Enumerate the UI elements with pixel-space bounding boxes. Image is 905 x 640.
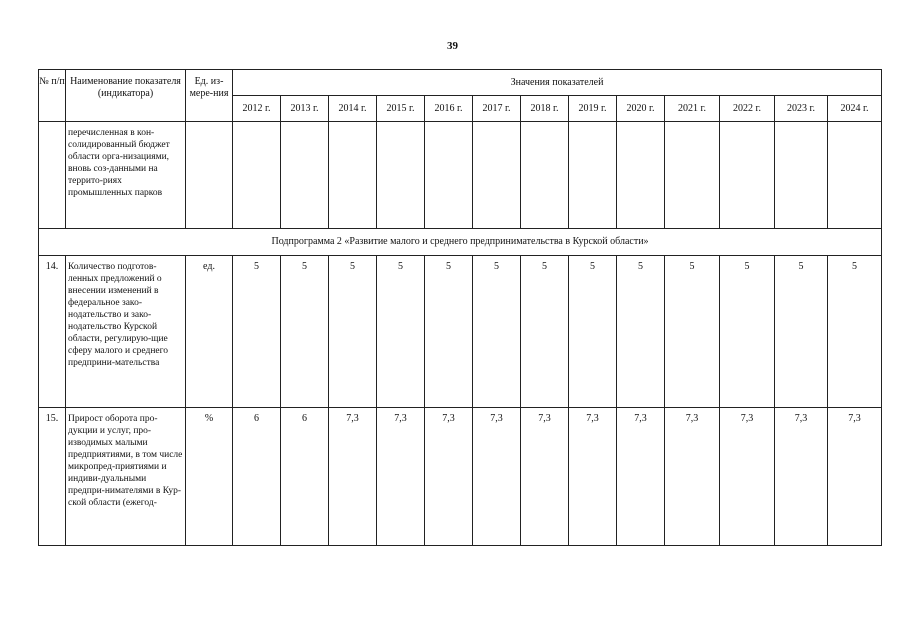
value-cell: [617, 122, 665, 229]
year-header: 2022 г.: [720, 96, 775, 122]
year-header: 2021 г.: [665, 96, 720, 122]
value-cell: [281, 122, 329, 229]
value-cell: 7,3: [473, 408, 521, 546]
year-header: 2014 г.: [329, 96, 377, 122]
value-cell: [425, 122, 473, 229]
indicator-unit: [186, 122, 233, 229]
indicator-unit: ед.: [186, 256, 233, 408]
value-cell: [775, 122, 828, 229]
row-number: [39, 122, 66, 229]
value-cell: [377, 122, 425, 229]
year-header: 2017 г.: [473, 96, 521, 122]
value-cell: [665, 122, 720, 229]
year-header: 2020 г.: [617, 96, 665, 122]
indicators-table: [38, 69, 882, 546]
year-header: 2018 г.: [521, 96, 569, 122]
value-cell: 5: [665, 256, 720, 408]
col-unit-header: Ед. из-мере-ния: [186, 70, 233, 122]
value-cell: 5: [828, 256, 882, 408]
col-name-header: Наименование показателя (индикатора): [66, 70, 186, 122]
year-header: 2024 г.: [828, 96, 882, 122]
indicator-name: Количество подготов-ленных предложений о внесении изменений в федеральное зако-нодательство и зако-нодательство Курской области, регулирую-щие сферу малого и среднего предприни-мательства: [66, 256, 186, 408]
value-cell: 7,3: [828, 408, 882, 546]
value-cell: [521, 122, 569, 229]
value-cell: 7,3: [425, 408, 473, 546]
value-cell: 7,3: [329, 408, 377, 546]
value-cell: 5: [329, 256, 377, 408]
values-header: Значения показателей: [233, 70, 882, 96]
table-row: [39, 256, 882, 408]
value-cell: 7,3: [521, 408, 569, 546]
subprogram-row: [39, 229, 882, 256]
indicator-name: перечисленная в кон-солидированный бюджет области орга-низациями, вновь соз-данными на террито-риях промышленных парков: [66, 122, 186, 229]
value-cell: [473, 122, 521, 229]
year-header: 2016 г.: [425, 96, 473, 122]
value-cell: 7,3: [377, 408, 425, 546]
header-row: [39, 70, 882, 96]
year-header: 2015 г.: [377, 96, 425, 122]
indicator-unit: %: [186, 408, 233, 546]
year-header: 2013 г.: [281, 96, 329, 122]
subprogram-title: Подпрограмма 2 «Развитие малого и среднего предпринимательства в Курской области»: [39, 229, 882, 256]
value-cell: 5: [720, 256, 775, 408]
value-cell: 5: [377, 256, 425, 408]
value-cell: 5: [775, 256, 828, 408]
value-cell: 7,3: [720, 408, 775, 546]
value-cell: 5: [473, 256, 521, 408]
col-num-header: № п/п: [39, 70, 66, 122]
value-cell: 5: [281, 256, 329, 408]
year-header: 2012 г.: [233, 96, 281, 122]
row-number: 14.: [39, 256, 66, 408]
value-cell: 7,3: [617, 408, 665, 546]
value-cell: [828, 122, 882, 229]
value-cell: [329, 122, 377, 229]
value-cell: 5: [617, 256, 665, 408]
value-cell: 5: [233, 256, 281, 408]
page-number: 39: [447, 40, 458, 52]
value-cell: 5: [425, 256, 473, 408]
value-cell: 7,3: [665, 408, 720, 546]
year-header: 2019 г.: [569, 96, 617, 122]
value-cell: [233, 122, 281, 229]
value-cell: [720, 122, 775, 229]
value-cell: 7,3: [569, 408, 617, 546]
table-row: [39, 408, 882, 546]
value-cell: 5: [569, 256, 617, 408]
value-cell: 6: [233, 408, 281, 546]
indicator-name: Прирост оборота про-дукции и услуг, про-изводимых малыми предприятиями, в том числе микропред-приятиями и индиви-дуальными предпри-нимателями в Кур-ской области (ежегод-: [66, 408, 186, 546]
value-cell: 6: [281, 408, 329, 546]
value-cell: [569, 122, 617, 229]
row-number: 15.: [39, 408, 66, 546]
year-header: 2023 г.: [775, 96, 828, 122]
value-cell: 7,3: [775, 408, 828, 546]
table-row: [39, 122, 882, 229]
value-cell: 5: [521, 256, 569, 408]
